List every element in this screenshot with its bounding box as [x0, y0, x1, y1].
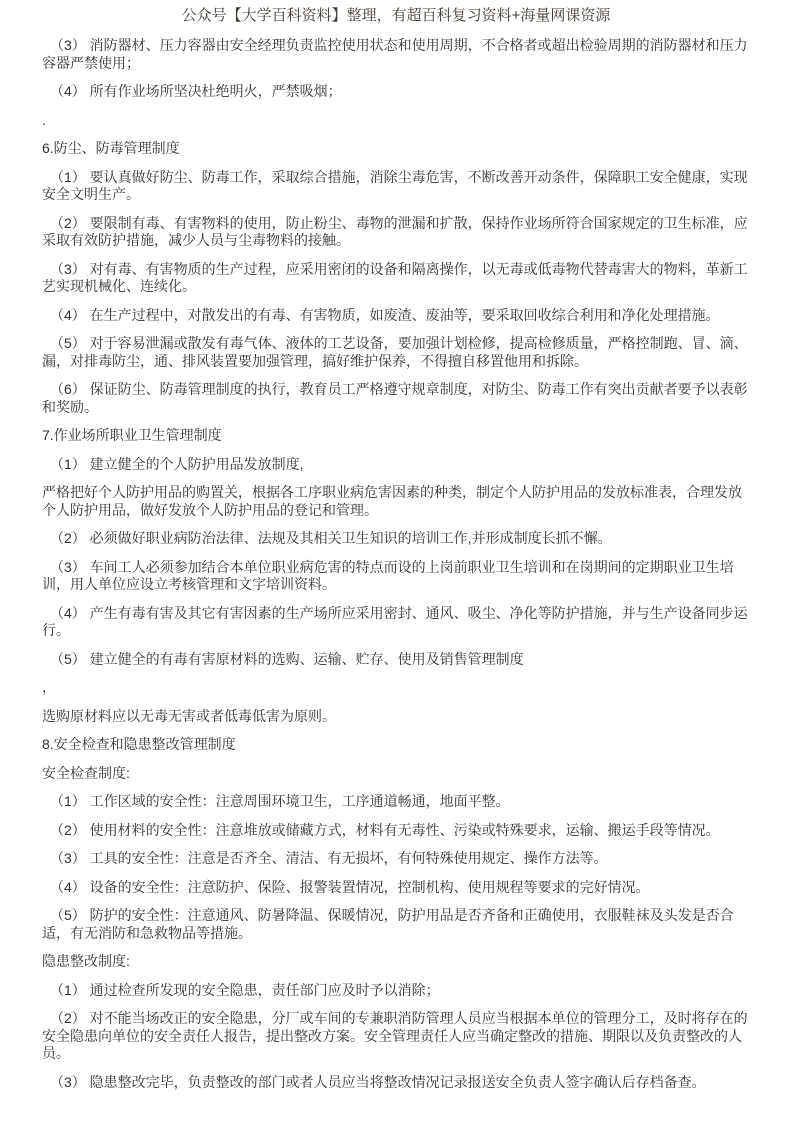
- paragraph-item: （1） 工作区域的安全性：注意周围环境卫生，工序通道畅通，地面平整。: [50, 793, 510, 809]
- paragraph-item: （1） 通过检查所发现的安全隐患，责任部门应及时予以消除；: [50, 981, 440, 998]
- paragraph-item: （2） 对不能当场改正的安全隐患，分厂或车间的专兼职消防管理人员应当根据本单位的管理分工，及时将存在的安全隐患向单位的安全责任人报告，提出整改方案。安全管理责任人应当确定整改的措施、期限以及负责整改的人员。: [42, 1010, 748, 1061]
- paragraph-item: （4） 所有作业场所坚决杜绝明火，严禁吸烟；: [50, 83, 342, 99]
- paragraph-item: （3） 隐患整改完毕，负责整改的部门或者人员应当将整改情况记录报送安全负责人签字确认后存档备查。: [50, 1073, 706, 1090]
- paragraph: 安全检查制度:: [42, 764, 130, 781]
- paragraph: 8.安全检查和隐患整改管理制度: [42, 736, 236, 752]
- paragraph-item: （4） 产生有毒有害及其它有害因素的生产场所应采用密封、通风、吸尘、净化等防护措施，并与生产设备同步运行。: [42, 604, 748, 638]
- paragraph-item: （4） 在生产过程中，对散发出的有毒、有害物质，如废渣、废油等，要采取回收综合利用和净化处理措施。: [50, 306, 720, 323]
- paragraph-item: （1） 要认真做好防尘、防毒工作，采取综合措施，消除尘毒危害，不断改善开动条件，保障职工安全健康，实现安全文明生产。: [42, 168, 748, 202]
- paragraph: 6.防尘、防毒管理制度: [42, 140, 180, 156]
- paragraph-item: （5） 对于容易泄漏或散发有毒气体、液体的工艺设备，要加强计划检修，提高检修质量，严格控制跑、冒、滴、漏，对排毒防尘，通、排风装置要加强管理，搞好维护保养，不得擅自移置他用和拆除。: [42, 335, 748, 369]
- paragraph: 严格把好个人防护用品的购置关，根据各工序职业病危害因素的种类，制定个人防护用品的发放标准表，合理发放个人防护用品，做好发放个人防护用品的登记和管理。: [42, 484, 742, 518]
- paragraph-item: （1） 建立健全的个人防护用品发放制度,: [50, 455, 304, 472]
- paragraph: ，: [42, 679, 56, 695]
- paragraph-item: （2） 使用材料的安全性：注意堆放或储藏方式，材料有无毒性、污染或特殊要求，运输、搬运手段等情况。: [50, 821, 720, 838]
- paragraph: 选购原材料应以无毒无害或者低毒低害为原则。: [42, 707, 336, 724]
- paragraph-item: （3） 对有毒、有害物质的生产过程，应采用密闭的设备和隔离操作，以无毒或低毒物代替毒害大的物料，革新工艺实现机械化、连续化。: [42, 260, 748, 294]
- paragraph-item: （2） 要限制有毒、有害物料的使用，防止粉尘、毒物的泄漏和扩散，保持作业场所符合国家规定的卫生标准，应采取有效防护措施，减少人员与尘毒物料的接触。: [42, 214, 748, 248]
- document-body: [0, 25, 792, 1091]
- paragraph-item: （6） 保证防尘、防毒管理制度的执行，教育员工严格遵守规章制度，对防尘、防毒工作有突出贡献者要予以表彰和奖励。: [42, 381, 748, 415]
- paragraph-item: （5） 防护的安全性：注意通风、防暑降温、保暖情况，防护用品是否齐备和正确使用，衣服鞋袜及头发是否合适，有无消防和急救物品等措施。: [42, 907, 734, 941]
- paragraph: 隐患整改制度:: [42, 953, 130, 969]
- paragraph-item: （3） 消防器材、压力容器由安全经理负责监控使用状态和使用周期，不合格者或超出检验周期的消防器材和压力容器严禁使用；: [42, 37, 748, 71]
- paragraph-item: （3） 工具的安全性：注意是否齐全、清洁、有无损坏，有何特殊使用规定、操作方法等。: [50, 850, 608, 866]
- paragraph: .: [42, 111, 46, 128]
- page-header-note: 公众号【大学百科资料】整理，有超百科复习资料+海量网课资源: [181, 7, 611, 24]
- paragraph-item: （2） 必须做好职业病防治法律、法规及其相关卫生知识的培训工作,并形成制度长抓不懈。: [50, 530, 612, 546]
- paragraph: 7.作业场所职业卫生管理制度: [42, 427, 222, 443]
- paragraph-item: （4） 设备的安全性：注意防护、保险、报警装置情况，控制机构、使用规程等要求的完好情况。: [50, 878, 650, 895]
- paragraph-item: （3） 车间工人必须参加结合本单位职业病危害的特点而设的上岗前职业卫生培训和在岗期间的定期职业卫生培训，用人单位应设立考核管理和文字培训资料。: [42, 558, 734, 592]
- paragraph-item: （5） 建立健全的有毒有害原材料的选购、运输、贮存、使用及销售管理制度: [50, 650, 524, 667]
